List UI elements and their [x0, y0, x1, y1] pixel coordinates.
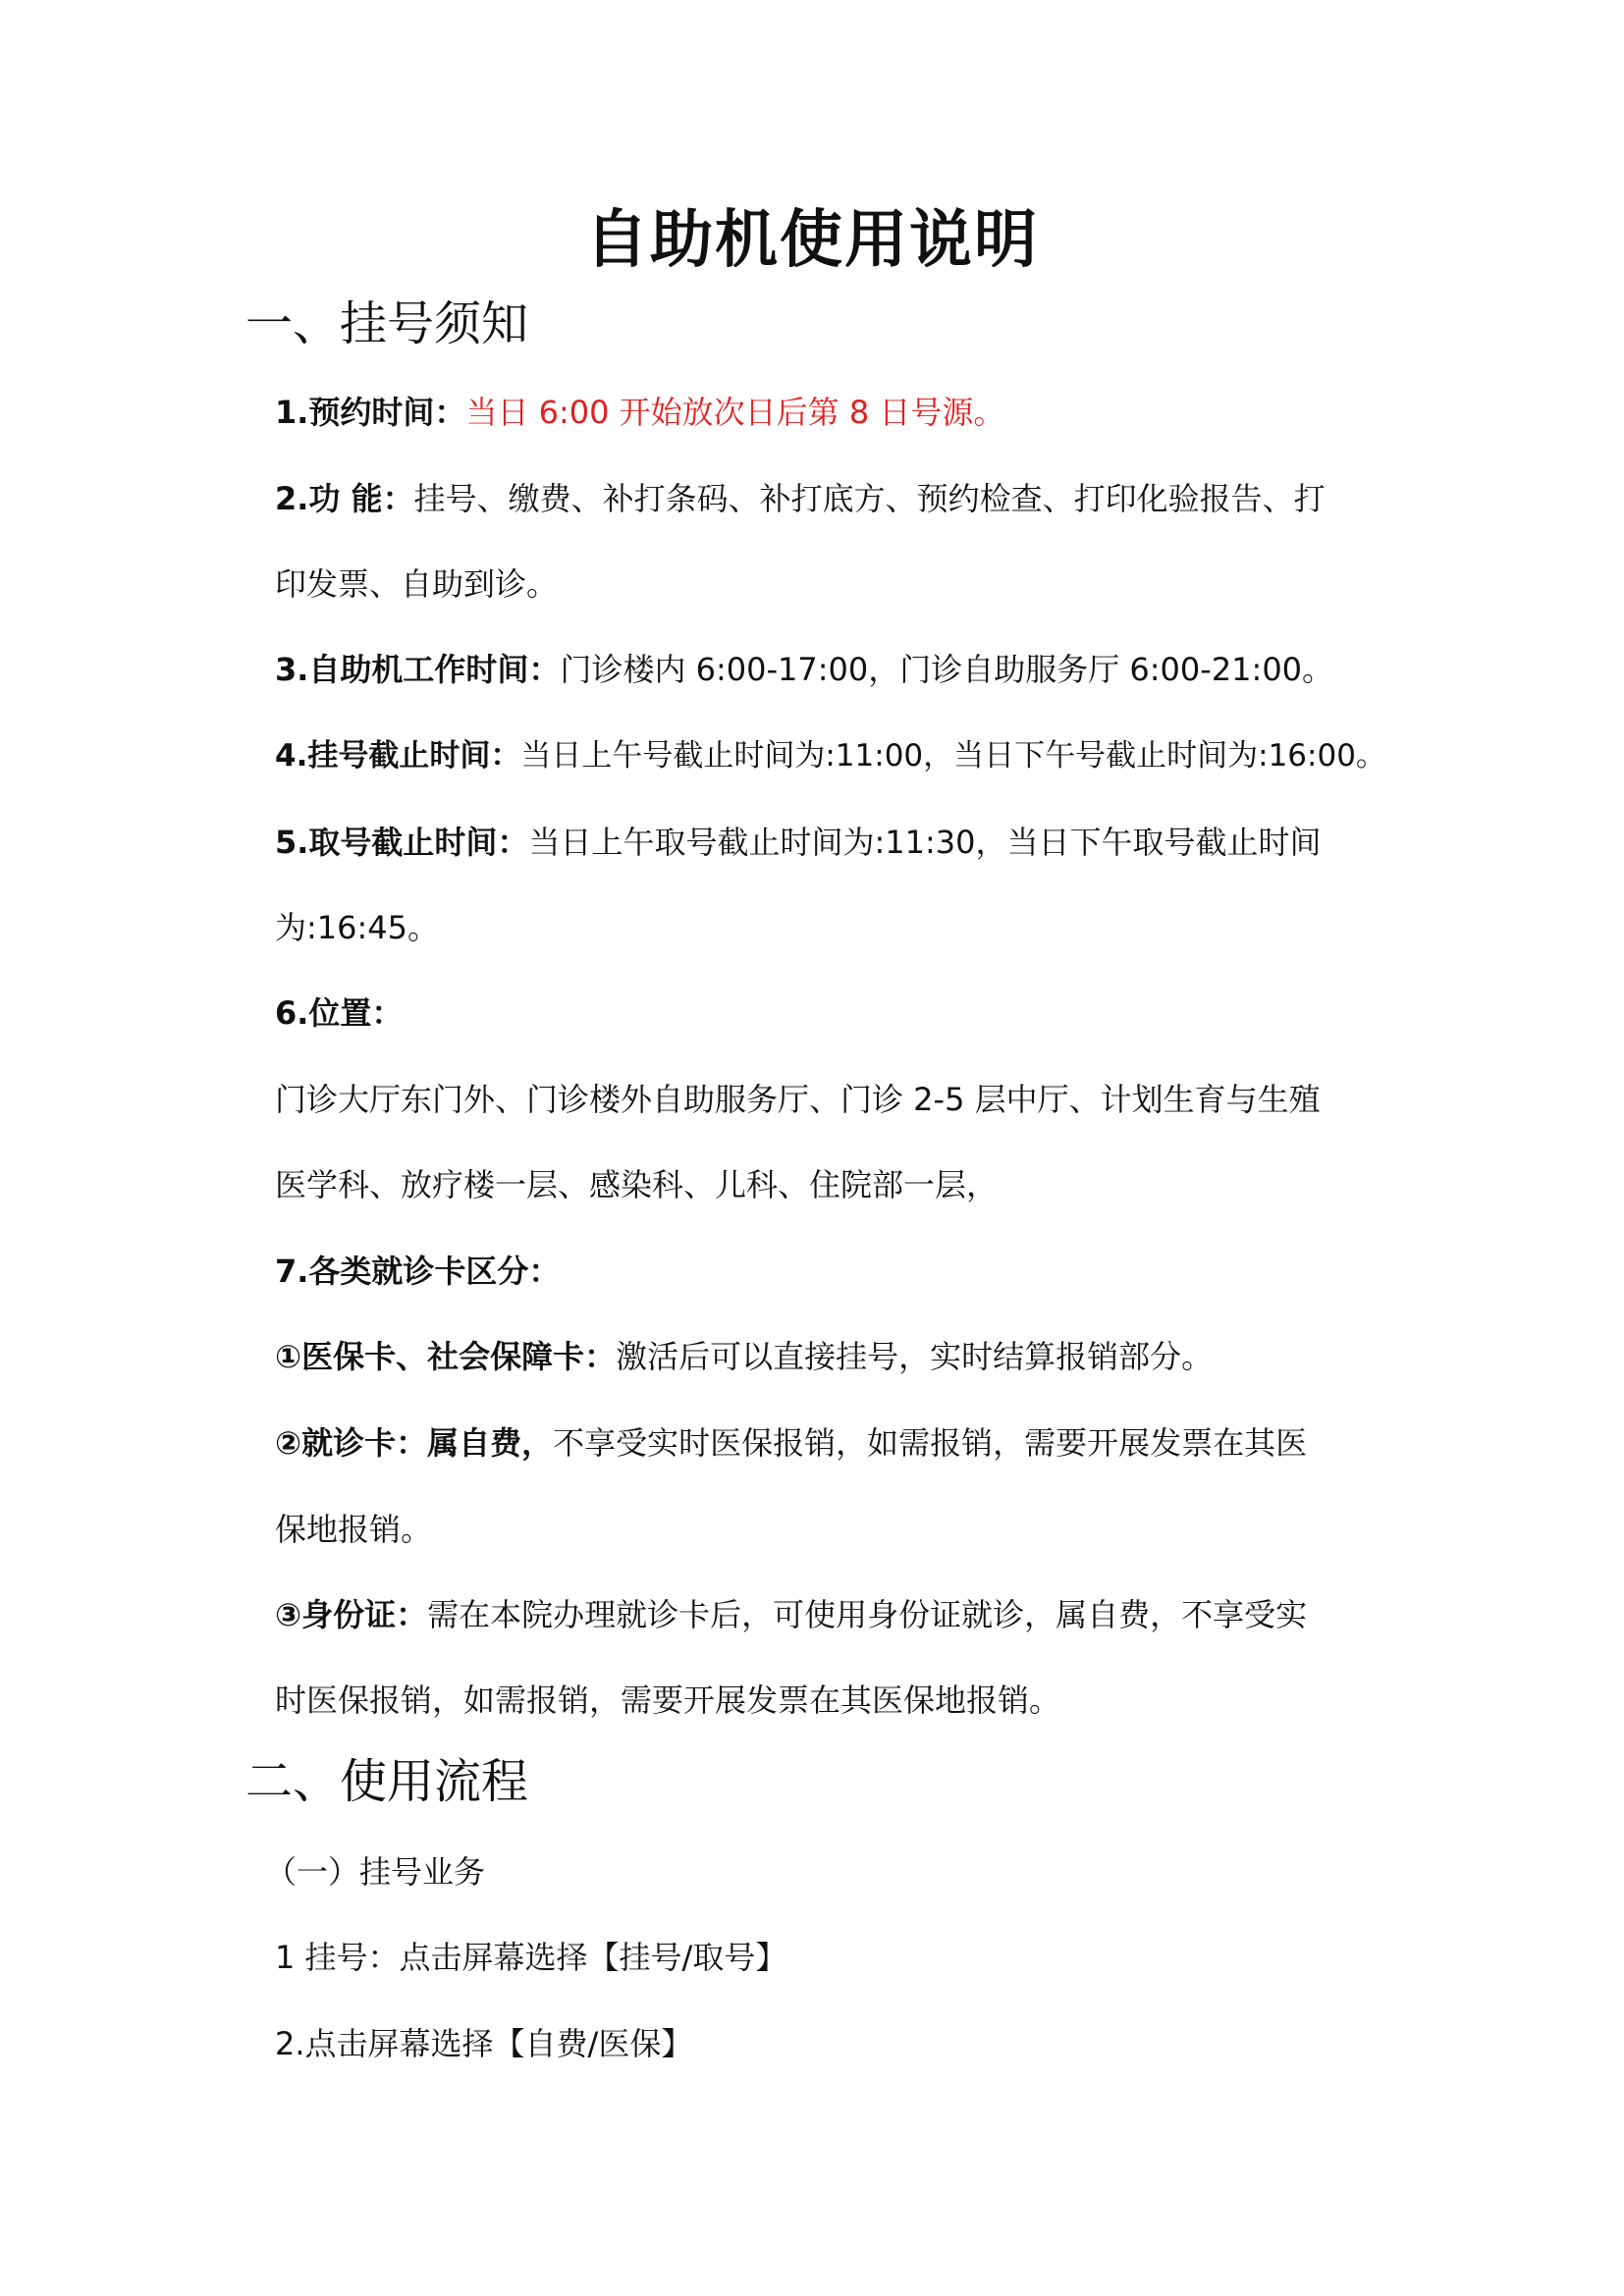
item-registration-deadline: [275, 734, 1386, 777]
item-functions: [275, 477, 1326, 520]
item-location-line1: 门诊大厅东门外、门诊楼外自助服务厅、门诊 2-5 层中厅、计划生育与生殖: [275, 1081, 1321, 1118]
item-label: 2.功 能：: [275, 480, 414, 517]
item-label: 5.取号截止时间：: [275, 824, 529, 861]
card-text: 激活后可以直接挂号，实时结算报销部分。: [616, 1338, 1214, 1375]
card-type-insurance: [275, 1335, 1213, 1378]
card-label: ①医保卡、社会保障卡：: [275, 1338, 617, 1375]
card-type-id-card-continued: 时医保报销，如需报销，需要开展发票在其医保地报销。: [275, 1682, 1061, 1719]
item-location-line2: 医学科、放疗楼一层、感染科、儿科、住院部一层，: [275, 1166, 999, 1203]
item-label: 3.自助机工作时间：: [275, 651, 561, 688]
card-label-selfpay: 属自费，: [427, 1424, 554, 1462]
item-pickup-deadline: [275, 821, 1321, 864]
section-heading-registration-notes: 一、挂号须知: [245, 296, 529, 351]
item-text-highlight: 当日 6:00 开始放次日后第 8 日号源。: [465, 394, 1005, 431]
item-text: 门诊楼内 6:00-17:00，门诊自助服务厅 6:00-21:00。: [560, 651, 1334, 688]
item-text: 挂号、缴费、补打条码、补打底方、预约检查、打印化验报告、打: [413, 480, 1326, 517]
item-text: 当日上午取号截止时间为:11:30，当日下午取号截止时间: [528, 824, 1322, 861]
card-label: ③身份证：: [275, 1596, 428, 1633]
item-text: 当日上午号截止时间为:11:00，当日下午号截止时间为:16:00。: [520, 738, 1386, 774]
section-heading-usage-process: 二、使用流程: [245, 1754, 529, 1809]
card-text: 不享受实时医保报销，如需报销，需要开展发票在其医: [553, 1424, 1308, 1462]
subsection-registration: （一）挂号业务: [265, 1853, 486, 1891]
card-type-clinic-card: [275, 1421, 1307, 1465]
item-working-hours: [275, 648, 1333, 691]
step-2: 2.点击屏幕选择【自费/医保】: [275, 2025, 693, 2062]
item-pickup-deadline-continued: 为:16:45。: [275, 909, 440, 946]
item-label: 1.预约时间：: [275, 394, 466, 431]
item-location-label: 6.位置：: [275, 994, 404, 1032]
card-type-id-card: [275, 1593, 1307, 1636]
document-title: 自助机使用说明: [585, 204, 1039, 277]
item-card-types-label: 7.各类就诊卡区分：: [275, 1253, 561, 1290]
card-label: ②就诊卡：: [275, 1424, 428, 1462]
item-appointment-time: [275, 391, 1004, 434]
item-label: 4.挂号截止时间：: [275, 738, 521, 774]
card-text: 需在本院办理就诊卡后，可使用身份证就诊，属自费，不享受实: [427, 1596, 1308, 1633]
item-functions-continued: 印发票、自助到诊。: [275, 565, 559, 603]
card-type-clinic-card-continued: 保地报销。: [275, 1511, 433, 1548]
step-1: 1 挂号：点击屏幕选择【挂号/取号】: [275, 1939, 787, 1976]
